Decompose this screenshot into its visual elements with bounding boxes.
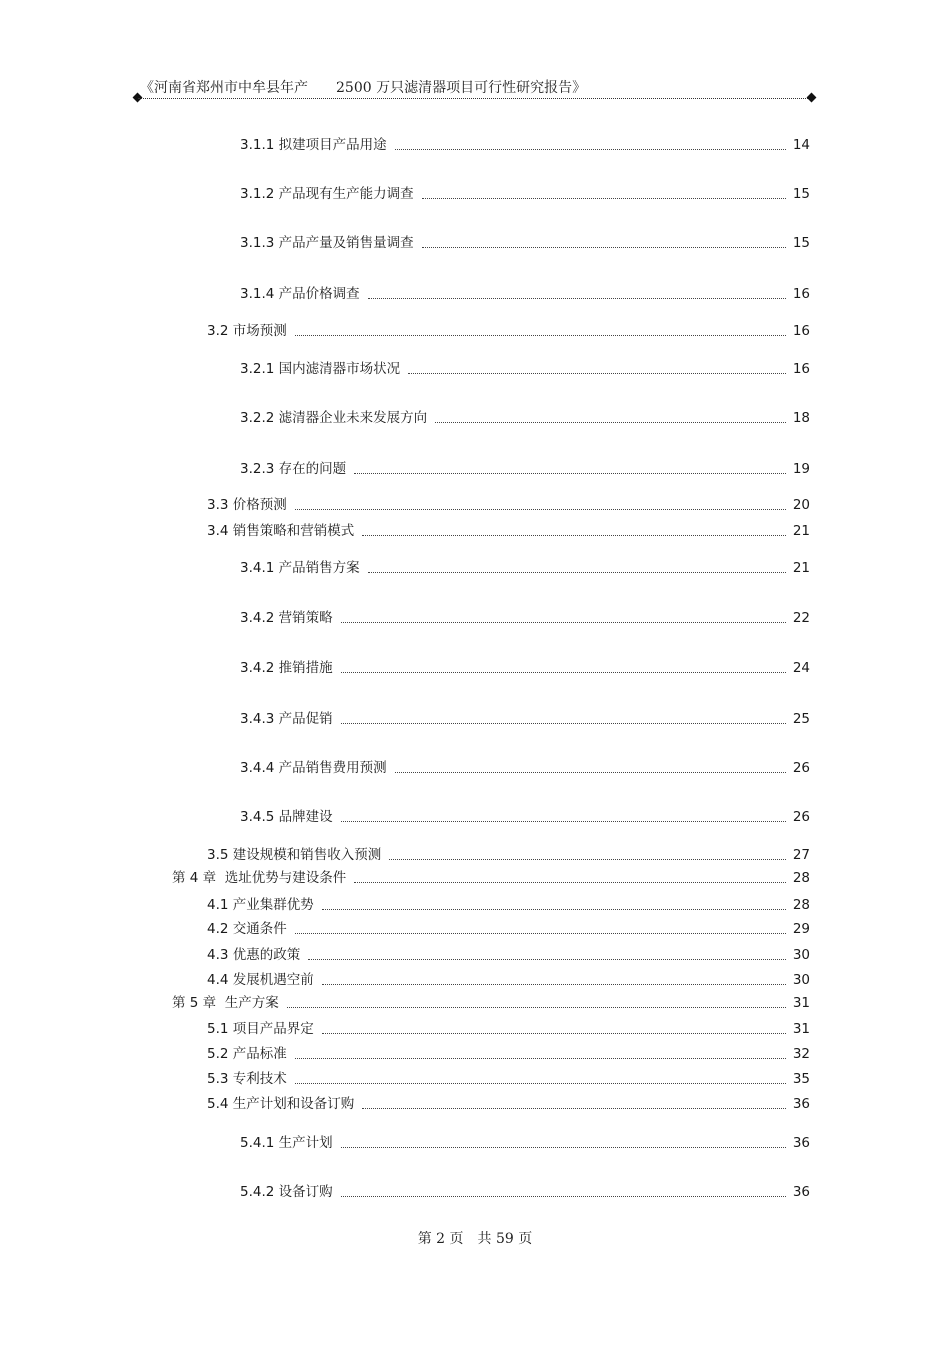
toc-entry-label: 3.2 市场预测 bbox=[207, 323, 287, 339]
toc-entry-label: 5.3 专利技术 bbox=[207, 1071, 287, 1087]
toc-leader bbox=[341, 1147, 786, 1148]
toc-entry-label: 4.1 产业集群优势 bbox=[207, 897, 314, 913]
toc-entry-label: 3.4.2 营销策略 bbox=[240, 610, 333, 626]
toc-page-number: 36 bbox=[792, 1184, 810, 1200]
toc-entry[interactable] bbox=[207, 1095, 810, 1113]
toc-entry-label: 3.4.3 产品促销 bbox=[240, 711, 333, 727]
toc-entry[interactable] bbox=[240, 185, 810, 203]
toc-entry[interactable] bbox=[207, 920, 810, 938]
toc-page-number: 16 bbox=[792, 286, 810, 302]
toc-leader bbox=[295, 1083, 786, 1084]
toc-entry[interactable] bbox=[207, 1045, 810, 1063]
toc-entry-label: 3.4.4 产品销售费用预测 bbox=[240, 760, 387, 776]
toc-page-number: 16 bbox=[792, 323, 810, 339]
toc-entry-label: 4.4 发展机遇空前 bbox=[207, 972, 314, 988]
toc-page-number: 14 bbox=[792, 137, 810, 153]
toc-leader bbox=[287, 1007, 786, 1008]
toc-entry[interactable] bbox=[240, 1183, 810, 1201]
header-title-right: 2500 万只滤清器项目可行性研究报告》 bbox=[336, 80, 587, 96]
toc-page-number: 22 bbox=[792, 610, 810, 626]
toc-page-number: 25 bbox=[792, 711, 810, 727]
toc-entry-label: 3.1.3 产品产量及销售量调查 bbox=[240, 235, 414, 251]
toc-entry[interactable] bbox=[207, 322, 810, 340]
toc-leader bbox=[295, 1058, 786, 1059]
toc-leader bbox=[322, 1033, 786, 1034]
toc-entry[interactable] bbox=[207, 971, 810, 989]
toc-entry[interactable] bbox=[240, 1134, 810, 1152]
running-header bbox=[140, 77, 820, 97]
toc-entry[interactable] bbox=[240, 285, 810, 303]
toc-entry-label: 5.2 产品标准 bbox=[207, 1046, 287, 1062]
toc-leader bbox=[295, 335, 786, 336]
toc-entry-label: 5.1 项目产品界定 bbox=[207, 1021, 314, 1037]
toc-leader bbox=[408, 373, 786, 374]
toc-entry-label: 5.4.2 设备订购 bbox=[240, 1184, 333, 1200]
header-title-left: 《河南省郑州市中牟县年产 bbox=[140, 80, 308, 96]
toc-page-number: 21 bbox=[792, 523, 810, 539]
toc-entry-label: 第 5 章 生产方案 bbox=[172, 995, 279, 1011]
toc-entry-label: 3.1.2 产品现有生产能力调查 bbox=[240, 186, 414, 202]
toc-entry[interactable] bbox=[240, 808, 810, 826]
toc-entry[interactable] bbox=[207, 896, 810, 914]
toc-leader bbox=[341, 1196, 786, 1197]
toc-leader bbox=[341, 821, 786, 822]
toc-leader bbox=[395, 772, 786, 773]
toc-entry-label: 3.3 价格预测 bbox=[207, 497, 287, 513]
toc-leader bbox=[341, 723, 786, 724]
toc-entry-label: 3.2.3 存在的问题 bbox=[240, 461, 347, 477]
toc-entry[interactable] bbox=[240, 759, 810, 777]
header-rule bbox=[138, 98, 812, 99]
toc-leader bbox=[362, 535, 786, 536]
toc-entry-label: 4.3 优惠的政策 bbox=[207, 947, 301, 963]
toc-leader bbox=[341, 672, 786, 673]
toc-entry[interactable] bbox=[207, 1070, 810, 1088]
toc-page-number: 21 bbox=[792, 560, 810, 576]
toc-entry-label: 3.4.2 推销措施 bbox=[240, 660, 333, 676]
toc-page-number: 15 bbox=[792, 186, 810, 202]
toc-entry-label: 3.1.4 产品价格调查 bbox=[240, 286, 360, 302]
toc-leader bbox=[389, 859, 786, 860]
toc-entry-label: 3.5 建设规模和销售收入预测 bbox=[207, 847, 382, 863]
toc-entry-label: 3.4.1 产品销售方案 bbox=[240, 560, 360, 576]
toc-page-number: 31 bbox=[792, 1021, 810, 1037]
toc-entry-chapter[interactable] bbox=[172, 994, 810, 1012]
footer-page-label: 第 2 页 bbox=[417, 1231, 464, 1247]
toc-entry-label: 4.2 交通条件 bbox=[207, 921, 287, 937]
toc-leader bbox=[322, 909, 786, 910]
toc-page-number: 36 bbox=[792, 1096, 810, 1112]
toc-entry-label: 3.2.2 滤清器企业未来发展方向 bbox=[240, 410, 428, 426]
toc-entry[interactable] bbox=[240, 460, 810, 478]
toc-leader bbox=[435, 422, 786, 423]
toc-leader bbox=[341, 622, 786, 623]
toc-leader bbox=[295, 933, 786, 934]
toc-leader bbox=[422, 198, 786, 199]
page-footer bbox=[0, 1228, 950, 1248]
toc-entry[interactable] bbox=[240, 659, 810, 677]
toc-entry-label: 3.1.1 拟建项目产品用途 bbox=[240, 137, 387, 153]
footer-total-label: 共 59 页 bbox=[477, 1231, 533, 1247]
toc-leader bbox=[368, 298, 786, 299]
toc-page-number: 18 bbox=[792, 410, 810, 426]
toc-page-number: 19 bbox=[792, 461, 810, 477]
toc-entry[interactable] bbox=[240, 409, 810, 427]
toc-leader bbox=[395, 149, 786, 150]
toc-leader bbox=[308, 959, 786, 960]
toc-leader bbox=[362, 1108, 786, 1109]
toc-leader bbox=[295, 509, 786, 510]
toc-page-number: 28 bbox=[792, 897, 810, 913]
toc-entry[interactable] bbox=[207, 846, 810, 864]
toc-page-number: 24 bbox=[792, 660, 810, 676]
toc-page-number: 31 bbox=[792, 995, 810, 1011]
toc-page-number: 32 bbox=[792, 1046, 810, 1062]
toc-entry-label: 第 4 章 选址优势与建设条件 bbox=[172, 870, 347, 886]
toc-page-number: 26 bbox=[792, 809, 810, 825]
toc-entry[interactable] bbox=[240, 360, 810, 378]
toc-page-number: 30 bbox=[792, 972, 810, 988]
toc-page-number: 27 bbox=[792, 847, 810, 863]
toc-page-number: 26 bbox=[792, 760, 810, 776]
toc-leader bbox=[368, 572, 786, 573]
toc-entry-label: 3.4.5 品牌建设 bbox=[240, 809, 333, 825]
toc-entry-label: 5.4 生产计划和设备订购 bbox=[207, 1096, 355, 1112]
toc-entry[interactable] bbox=[240, 136, 810, 154]
toc-entry[interactable] bbox=[240, 710, 810, 728]
toc-page-number: 30 bbox=[792, 947, 810, 963]
toc-page-number: 20 bbox=[792, 497, 810, 513]
toc-page-number: 29 bbox=[792, 921, 810, 937]
toc-entry-label: 3.4 销售策略和营销模式 bbox=[207, 523, 355, 539]
toc-entry-label: 3.2.1 国内滤清器市场状况 bbox=[240, 361, 401, 377]
toc-leader bbox=[354, 882, 786, 883]
toc-entry[interactable] bbox=[240, 234, 810, 252]
toc-leader bbox=[354, 473, 786, 474]
toc-entry[interactable] bbox=[240, 609, 810, 627]
toc-page-number: 28 bbox=[792, 870, 810, 886]
toc-entry[interactable] bbox=[207, 496, 810, 514]
toc-leader bbox=[322, 984, 786, 985]
toc-entry-label: 5.4.1 生产计划 bbox=[240, 1135, 333, 1151]
toc-entry[interactable] bbox=[207, 1020, 810, 1038]
toc-leader bbox=[422, 247, 786, 248]
toc-entry-chapter[interactable] bbox=[172, 869, 810, 887]
toc-page-number: 35 bbox=[792, 1071, 810, 1087]
toc-page-number: 36 bbox=[792, 1135, 810, 1151]
toc-page-number: 15 bbox=[792, 235, 810, 251]
toc-entry[interactable] bbox=[207, 946, 810, 964]
toc-entry[interactable] bbox=[207, 522, 810, 540]
toc-page-number: 16 bbox=[792, 361, 810, 377]
toc-entry[interactable] bbox=[240, 559, 810, 577]
